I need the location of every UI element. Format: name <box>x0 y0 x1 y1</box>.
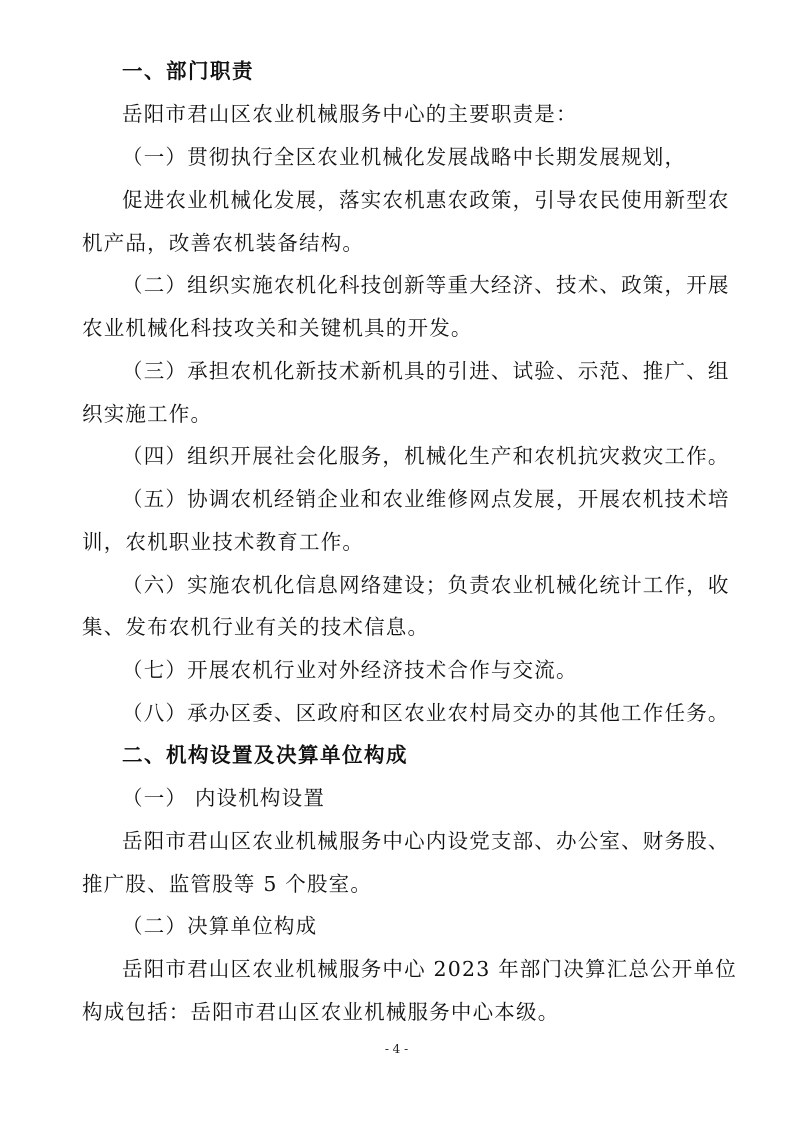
internal-structure-line-2: 推广股、监管股等 5 个股室。 <box>82 872 373 896</box>
duty-4: （四）组织开展社会化服务，机械化生产和农机抗灾救灾工作。 <box>122 444 730 468</box>
section-heading-1: 一、部门职责 <box>122 59 254 83</box>
budget-units-line-2: 构成包括：岳阳市君山区农业机械服务中心本级。 <box>82 1000 560 1024</box>
duty-1-line-3: 机产品，改善农机装备结构。 <box>82 231 365 255</box>
duty-2-line-2: 农业机械化科技攻关和关键机具的开发。 <box>82 316 473 340</box>
duty-3-line-1: （三）承担农机化新技术新机具的引进、试验、示范、推广、组 <box>122 359 730 383</box>
budget-units-line-1: 岳阳市君山区农业机械服务中心 2023 年部门决算汇总公开单位 <box>122 957 737 981</box>
duty-6-line-1: （六）实施农机化信息网络建设；负责农业机械化统计工作，收 <box>122 573 730 597</box>
subheading-budget-units: （二）决算单位构成 <box>122 914 318 938</box>
duty-1-line-2: 促进农业机械化发展，落实农机惠农政策，引导农民使用新型农 <box>122 188 730 212</box>
duty-3-line-2: 织实施工作。 <box>82 402 213 426</box>
duty-6-line-2: 集、发布农机行业有关的技术信息。 <box>82 615 430 639</box>
page-number: - 4 - <box>384 1042 409 1056</box>
duty-5-line-1: （五）协调农机经销企业和农业维修网点发展，开展农机技术培 <box>122 487 730 511</box>
intro-paragraph: 岳阳市君山区农业机械服务中心的主要职责是： <box>122 102 578 126</box>
duty-2-line-1: （二）组织实施农机化科技创新等重大经济、技术、政策，开展 <box>122 273 730 297</box>
duty-1-line-1: （一）贯彻执行全区农业机械化发展战略中长期发展规划， <box>122 145 687 169</box>
duty-8: （八）承办区委、区政府和区农业农村局交办的其他工作任务。 <box>122 701 730 725</box>
duty-5-line-2: 训，农机职业技术教育工作。 <box>82 530 365 554</box>
section-heading-2: 二、机构设置及决算单位构成 <box>122 743 408 767</box>
subheading-internal-structure: （一） 内设机构设置 <box>122 786 326 810</box>
duty-7: （七）开展农机行业对外经济技术合作与交流。 <box>122 658 578 682</box>
internal-structure-line-1: 岳阳市君山区农业机械服务中心内设党支部、办公室、财务股、 <box>122 829 730 853</box>
